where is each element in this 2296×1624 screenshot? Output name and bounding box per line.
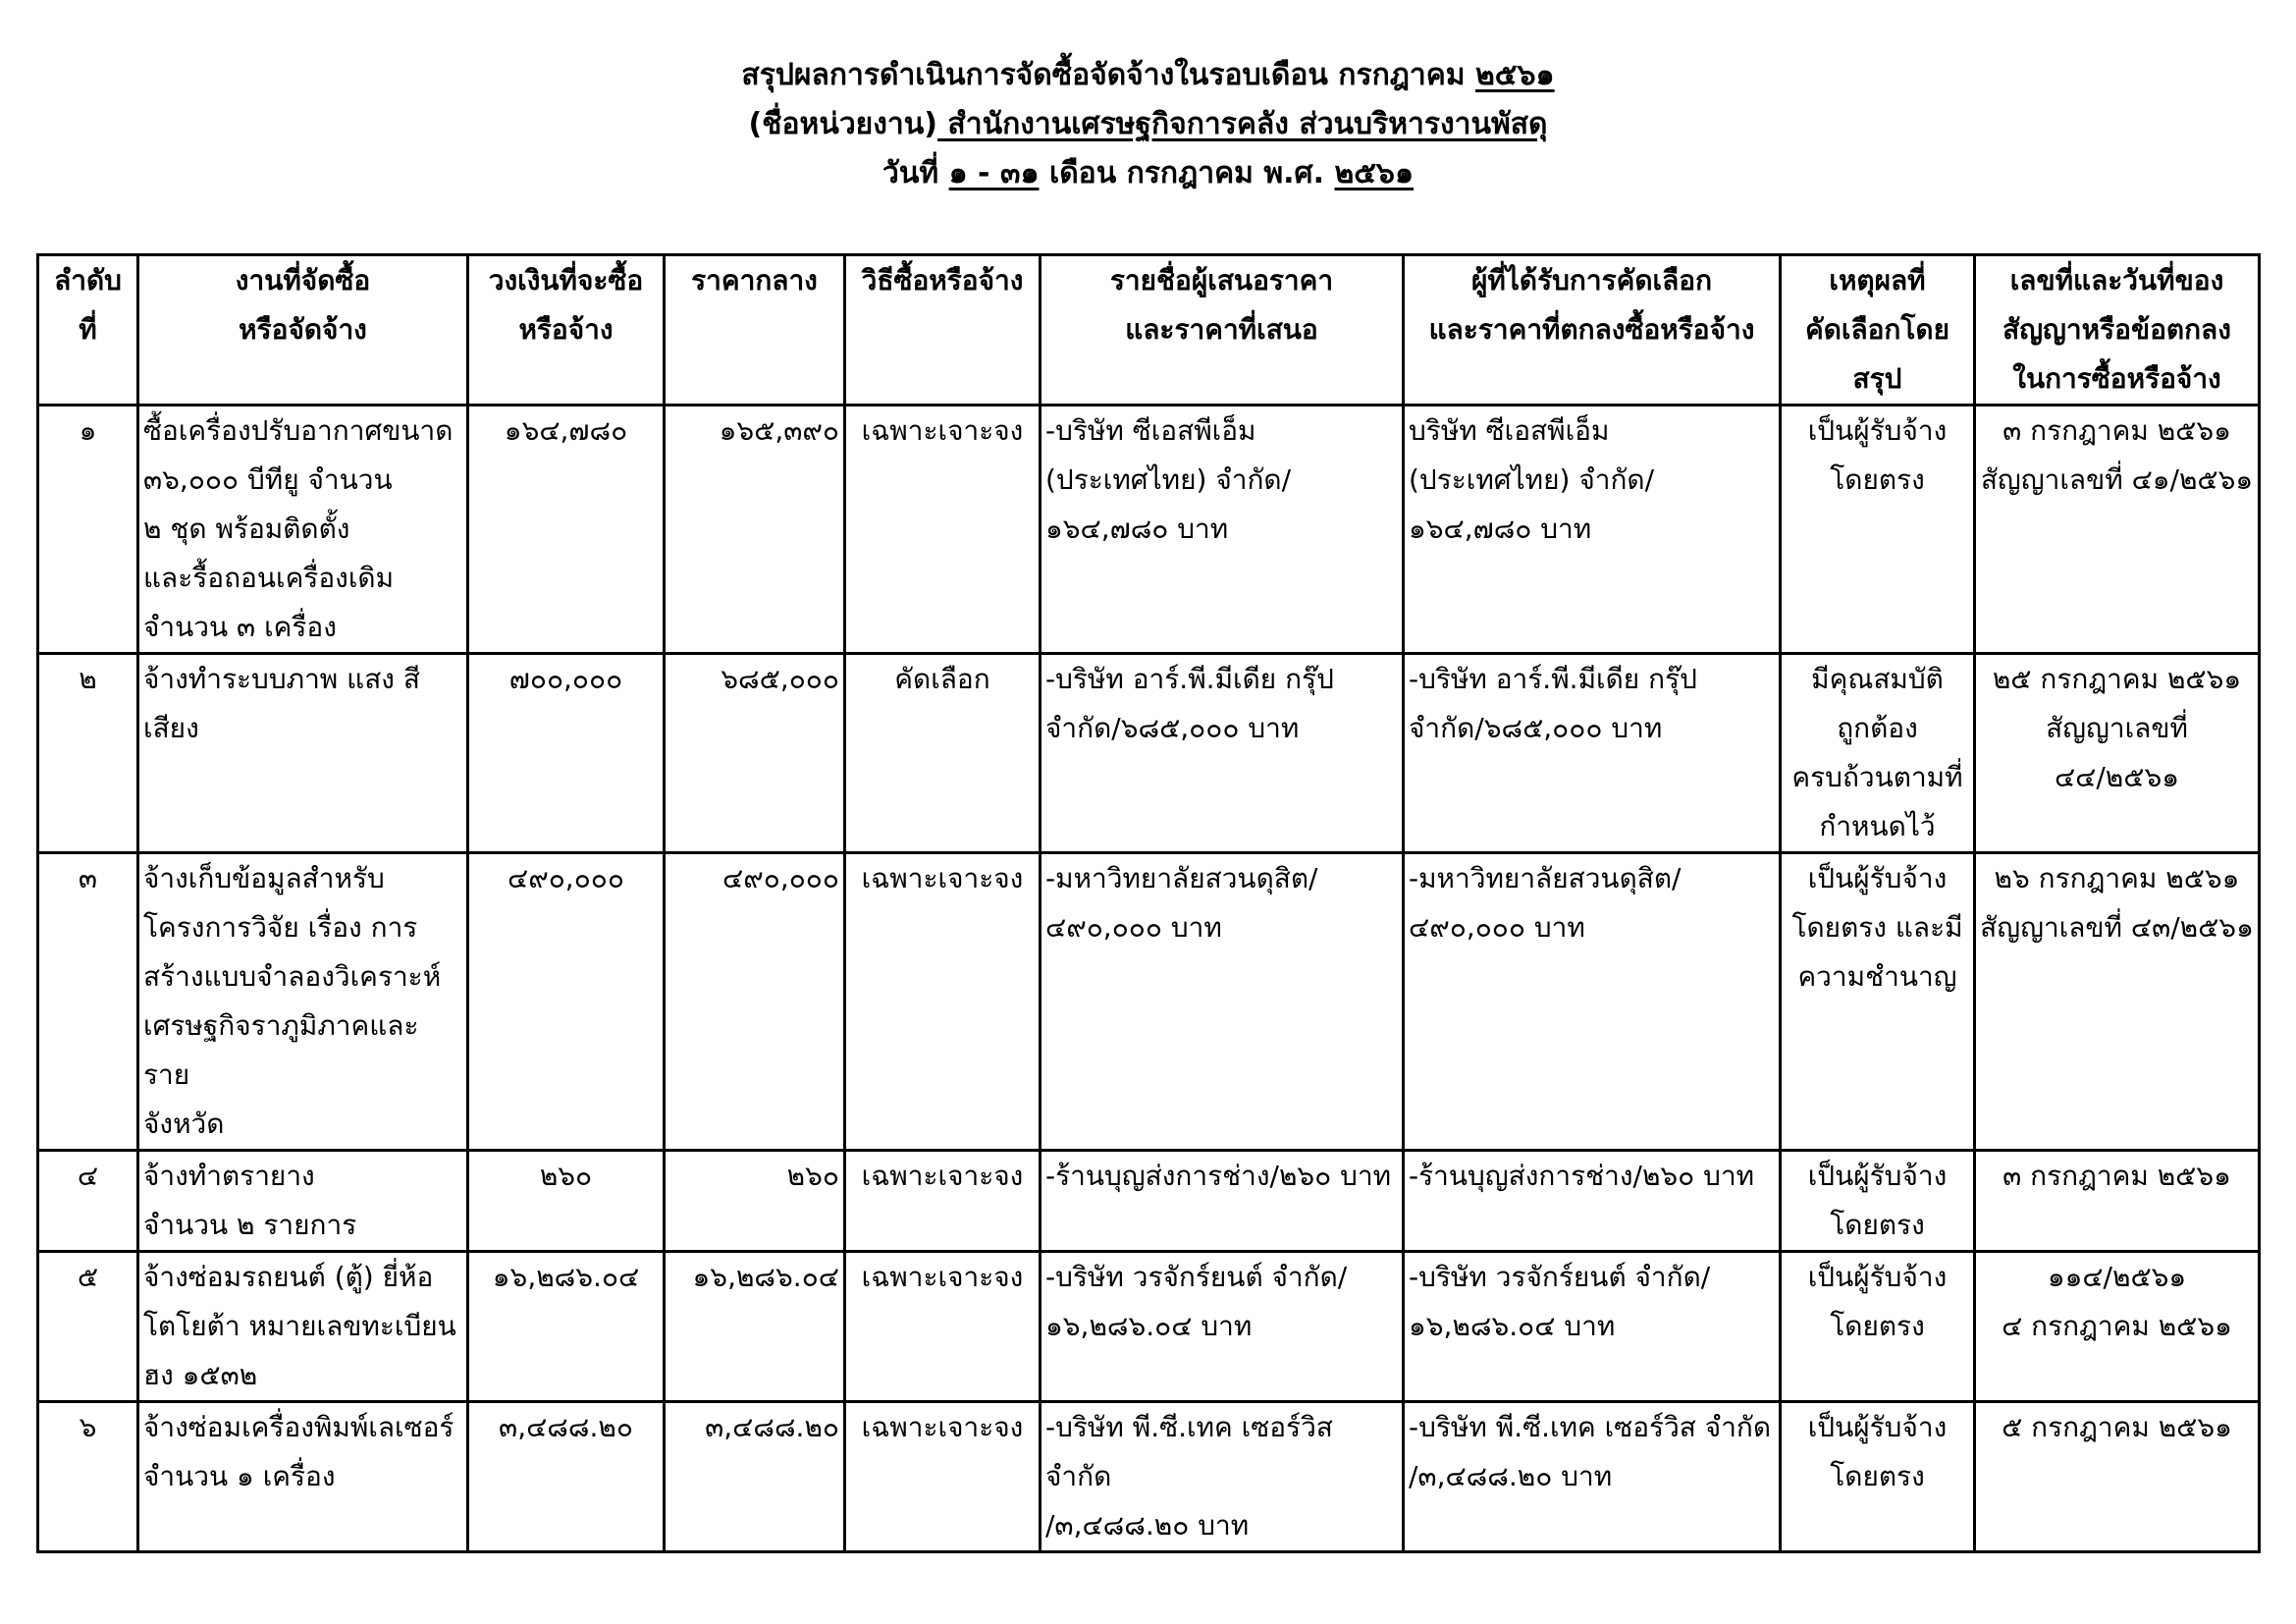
- row-number: [38, 654, 138, 853]
- selected-vendor-line: จำกัด/๖๘๕,๐๐๐ บาท: [1409, 712, 1663, 744]
- col-header-line: เหตุผลที่: [1829, 264, 1926, 297]
- contract-info-line: ๒๕ กรกฎาคม ๒๕๖๑: [1992, 663, 2242, 695]
- selection-reason: [1781, 654, 1975, 853]
- table-row: [38, 1252, 2260, 1402]
- work-item-line: จังหวัด: [143, 1108, 225, 1140]
- contract-info: [1975, 853, 2260, 1151]
- selection-reason-line: ความชำนาญ: [1797, 960, 1957, 993]
- work-item: [138, 406, 468, 654]
- col-header-line: และราคาที่เสนอ: [1125, 313, 1318, 346]
- selection-reason: [1781, 1402, 1975, 1552]
- selected-vendor-line: -บริษัท วรจักร์ยนต์ จำกัด/: [1409, 1261, 1711, 1293]
- selected-vendor-line: -มหาวิทยาลัยสวนดุสิต/: [1409, 862, 1682, 894]
- procurement-method: [845, 853, 1041, 1151]
- table-row: [38, 406, 2260, 654]
- col-header-no: [38, 255, 138, 406]
- contract-info-line: ๓ กรกฎาคม ๒๕๖๑: [2002, 1160, 2231, 1192]
- date-month: เดือน กรกฎาคม พ.ศ.: [1039, 156, 1335, 190]
- selected-vendor-line: -บริษัท อาร์.พี.มีเดีย กรุ๊ป: [1409, 663, 1697, 695]
- budget-amount: [468, 1252, 665, 1402]
- work-item-line: ๓๖,๐๐๐ บีทียู จำนวน: [143, 463, 393, 496]
- contract-info: [1975, 654, 2260, 853]
- selected-vendor: [1404, 654, 1781, 853]
- bidders-list: [1041, 1252, 1404, 1402]
- contract-info: [1975, 406, 2260, 654]
- selection-reason-line: กำหนดไว้: [1819, 810, 1936, 842]
- median-price: [665, 853, 845, 1151]
- selected-vendor-line: -บริษัท พี.ซี.เทค เซอร์วิส จำกัด: [1409, 1411, 1772, 1443]
- selection-reason-line: โดยตรง: [1830, 1310, 1925, 1342]
- procurement-method-line: เฉพาะเจาะจง: [861, 1160, 1024, 1192]
- contract-info-line: สัญญาเลขที่ ๔๔/๒๕๖๑: [2046, 712, 2188, 793]
- budget-amount: [468, 654, 665, 853]
- selection-reason-line: เป็นผู้รับจ้าง: [1807, 414, 1948, 447]
- selected-vendor: [1404, 1151, 1781, 1252]
- bidders-list-line: ๑๖๔,๗๘๐ บาท: [1045, 513, 1229, 545]
- selected-vendor: [1404, 406, 1781, 654]
- col-header-work: [138, 255, 468, 406]
- work-item: [138, 1151, 468, 1252]
- procurement-method-line: เฉพาะเจาะจง: [861, 862, 1024, 894]
- contract-info-line: ๕ กรกฎาคม ๒๕๖๑: [2002, 1411, 2232, 1443]
- row-number: [38, 406, 138, 654]
- budget-amount: [468, 406, 665, 654]
- selection-reason: [1781, 853, 1975, 1151]
- selection-reason-line: เป็นผู้รับจ้าง: [1807, 1411, 1948, 1443]
- selection-reason-line: เป็นผู้รับจ้าง: [1807, 862, 1948, 894]
- col-header-line: สัญญาหรือข้อตกลง: [2002, 313, 2231, 346]
- table-row: [38, 853, 2260, 1151]
- work-item-line: จำนวน ๑ เครื่อง: [143, 1460, 336, 1492]
- bidders-list-line: -บริษัท พี.ซี.เทค เซอร์วิส จำกัด: [1045, 1411, 1333, 1492]
- contract-info-line: สัญญาเลขที่ ๔๑/๒๕๖๑: [1980, 463, 2254, 496]
- contract-info-line: ๓ กรกฎาคม ๒๕๖๑: [2002, 414, 2231, 447]
- median-price: [665, 1402, 845, 1552]
- budget-amount-line: ๑๖๔,๗๘๐: [504, 414, 628, 447]
- contract-info-line: ๑๑๔/๒๕๖๑: [2047, 1261, 2187, 1293]
- selected-vendor-line: ๑๖๔,๗๘๐ บาท: [1409, 513, 1592, 545]
- contract-info-line: สัญญาเลขที่ ๔๓/๒๕๖๑: [1980, 911, 2254, 944]
- selection-reason-line: ถูกต้อง: [1837, 712, 1918, 744]
- col-header-line: งานที่จัดซื้อ: [235, 264, 371, 297]
- bidders-list-line: ๔๙๐,๐๐๐ บาท: [1045, 911, 1222, 944]
- agency-label: (ชื่อหน่วยงาน): [748, 107, 937, 141]
- selected-vendor-line: ๑๖,๒๘๖.๐๔ บาท: [1409, 1310, 1616, 1342]
- work-item: [138, 853, 468, 1151]
- date-year: ๒๕๖๑: [1334, 156, 1415, 190]
- table-row: [38, 654, 2260, 853]
- row-number-line: ๑: [79, 414, 97, 447]
- row-number-line: ๓: [78, 862, 98, 894]
- selection-reason-line: โดยตรง: [1830, 1209, 1925, 1241]
- selection-reason: [1781, 1252, 1975, 1402]
- contract-info: [1975, 1151, 2260, 1252]
- row-number-line: ๒: [79, 663, 97, 695]
- col-header-line: คัดเลือกโดย: [1804, 313, 1950, 346]
- col-header-budget: [468, 255, 665, 406]
- contract-info: [1975, 1252, 2260, 1402]
- bidders-list-line: -บริษัท อาร์.พี.มีเดีย กรุ๊ป: [1045, 663, 1334, 695]
- selection-reason-line: โดยตรง และมี: [1791, 911, 1963, 944]
- agency-name: สำนักงานเศรษฐกิจการคลัง ส่วนบริหารงานพัสดุ: [936, 107, 1548, 141]
- procurement-method: [845, 1402, 1041, 1552]
- col-header-line: รายชื่อผู้เสนอราคา: [1109, 264, 1334, 297]
- selected-vendor-line: -ร้านบุญส่งการช่าง/๒๖๐ บาท: [1409, 1160, 1755, 1192]
- col-header-method: [845, 255, 1041, 406]
- selected-vendor-line: /๓,๔๘๘.๒๐ บาท: [1409, 1460, 1613, 1492]
- selected-vendor-line: (ประเทศไทย) จำกัด/: [1409, 463, 1655, 496]
- bidders-list: [1041, 406, 1404, 654]
- col-header-line: วิธีซื้อหรือจ้าง: [861, 264, 1024, 297]
- selection-reason-line: เป็นผู้รับจ้าง: [1807, 1261, 1948, 1293]
- budget-amount-line: ๔๙๐,๐๐๐: [507, 862, 624, 894]
- median-price-line: ๓,๔๘๘.๒๐: [705, 1411, 839, 1443]
- col-header-line: ในการซื้อหรือจ้าง: [2012, 362, 2221, 395]
- contract-info: [1975, 1402, 2260, 1552]
- selection-reason-line: โดยตรง: [1830, 463, 1925, 496]
- procurement-method: [845, 1252, 1041, 1402]
- row-number: [38, 1151, 138, 1252]
- selected-vendor: [1404, 1252, 1781, 1402]
- work-item: [138, 1252, 468, 1402]
- budget-amount: [468, 1402, 665, 1552]
- median-price: [665, 654, 845, 853]
- work-item-line: โครงการวิจัย เรื่อง การ: [143, 911, 418, 944]
- bidders-list-line: จำกัด/๖๘๕,๐๐๐ บาท: [1045, 712, 1300, 744]
- work-item-line: และรื้อถอนเครื่องเดิม: [143, 562, 395, 594]
- row-number: [38, 1402, 138, 1552]
- work-item-line: โตโยต้า หมายเลขทะเบียน: [143, 1310, 456, 1342]
- col-header-line: หรือจัดจ้าง: [239, 313, 367, 346]
- col-header-line: วงเงินที่จะซื้อ: [488, 264, 644, 297]
- work-item-line: จ้างซ่อมรถยนต์ (ตู้) ยี่ห้อ: [143, 1261, 434, 1293]
- report-title-text: สรุปผลการดำเนินการจัดซื้อจัดจ้างในรอบเดือน กรกฎาคม: [741, 58, 1476, 92]
- bidders-list-line: -มหาวิทยาลัยสวนดุสิต/: [1045, 862, 1318, 894]
- table-row: [38, 1402, 2260, 1552]
- bidders-list: [1041, 853, 1404, 1151]
- work-item-line: สร้างแบบจำลองวิเคราะห์: [143, 960, 442, 993]
- bidders-list-line: /๓,๔๘๘.๒๐ บาท: [1045, 1509, 1250, 1542]
- procurement-method-line: คัดเลือก: [894, 663, 990, 695]
- bidders-list-line: -ร้านบุญส่งการช่าง/๒๖๐ บาท: [1045, 1160, 1392, 1192]
- col-header-line: หรือจ้าง: [518, 313, 614, 346]
- table-header-row: [38, 255, 2260, 406]
- selected-vendor: [1404, 853, 1781, 1151]
- selection-reason-line: ครบถ้วนตามที่: [1791, 761, 1963, 793]
- report-title-block: [0, 51, 2296, 198]
- date-range: ๑ - ๓๑: [948, 156, 1040, 190]
- selection-reason: [1781, 1151, 1975, 1252]
- bidders-list: [1041, 1151, 1404, 1252]
- work-item-line: ฮง ๑๕๓๒: [143, 1359, 258, 1391]
- work-item-line: จ้างเก็บข้อมูลสำหรับ: [143, 862, 385, 894]
- median-price-line: ๒๖๐: [786, 1160, 839, 1192]
- work-item-line: จ้างทำระบบภาพ แสง สี: [143, 663, 420, 695]
- procurement-table: [36, 253, 2261, 1553]
- work-item-line: ๒ ชุด พร้อมติดตั้ง: [143, 513, 350, 545]
- procurement-method: [845, 1151, 1041, 1252]
- table-row: [38, 1151, 2260, 1252]
- agency-line: [0, 100, 2296, 149]
- contract-info-line: ๔ กรกฎาคม ๒๕๖๑: [2002, 1310, 2232, 1342]
- budget-amount-line: ๗๐๐,๐๐๐: [508, 663, 623, 695]
- median-price-line: ๖๘๕,๐๐๐: [721, 663, 839, 695]
- col-header-selected: [1404, 255, 1781, 406]
- row-number: [38, 853, 138, 1151]
- work-item-line: เศรษฐกิจราภูมิภาคและราย: [143, 1009, 419, 1091]
- bidders-list-line: -บริษัท ซีเอสพีเอ็ม: [1045, 414, 1256, 447]
- col-header-line: และราคาที่ตกลงซื้อหรือจ้าง: [1428, 313, 1755, 346]
- bidders-list-line: -บริษัท วรจักร์ยนต์ จำกัด/: [1045, 1261, 1348, 1293]
- budget-amount-line: ๓,๔๘๘.๒๐: [499, 1411, 633, 1443]
- row-number-line: ๕: [77, 1261, 99, 1293]
- contract-info-line: ๒๖ กรกฎาคม ๒๕๖๑: [1994, 862, 2240, 894]
- col-header-line: ราคากลาง: [691, 264, 818, 297]
- work-item: [138, 1402, 468, 1552]
- median-price: [665, 1252, 845, 1402]
- procurement-method: [845, 406, 1041, 654]
- work-item-line: ซื้อเครื่องปรับอากาศขนาด: [143, 414, 454, 447]
- date-line: [0, 149, 2296, 198]
- col-header-line: ลำดับ: [54, 264, 122, 297]
- selection-reason-line: โดยตรง: [1830, 1460, 1925, 1492]
- procurement-method-line: เฉพาะเจาะจง: [861, 1261, 1024, 1293]
- col-header-median-price: [665, 255, 845, 406]
- work-item-line: จำนวน ๓ เครื่อง: [143, 611, 337, 643]
- work-item-line: จำนวน ๒ รายการ: [143, 1209, 357, 1241]
- budget-amount-line: ๒๖๐: [539, 1160, 593, 1192]
- row-number-line: ๔: [77, 1160, 99, 1192]
- selection-reason-line: มีคุณสมบัติ: [1811, 663, 1944, 695]
- median-price-line: ๔๙๐,๐๐๐: [722, 862, 839, 894]
- selected-vendor-line: บริษัท ซีเอสพีเอ็ม: [1409, 414, 1610, 447]
- report-title-year: ๒๕๖๑: [1475, 58, 1555, 92]
- bidders-list-line: (ประเทศไทย) จำกัด/: [1045, 463, 1292, 496]
- median-price: [665, 406, 845, 654]
- row-number: [38, 1252, 138, 1402]
- col-header-line: ผู้ที่ได้รับการคัดเลือก: [1470, 264, 1713, 297]
- col-header-bidders: [1041, 255, 1404, 406]
- budget-amount: [468, 1151, 665, 1252]
- col-header-line: ที่: [79, 313, 97, 346]
- median-price-line: ๑๖๕,๓๙๐: [719, 414, 839, 447]
- selected-vendor: [1404, 1402, 1781, 1552]
- bidders-list: [1041, 654, 1404, 853]
- median-price: [665, 1151, 845, 1252]
- row-number-line: ๖: [79, 1411, 97, 1443]
- col-header-line: สรุป: [1852, 362, 1902, 395]
- col-header-reason: [1781, 255, 1975, 406]
- budget-amount-line: ๑๖,๒๘๖.๐๔: [492, 1261, 640, 1293]
- report-title: [0, 51, 2296, 100]
- selection-reason: [1781, 406, 1975, 654]
- selected-vendor-line: ๔๙๐,๐๐๐ บาท: [1409, 911, 1585, 944]
- bidders-list-line: ๑๖,๒๘๖.๐๔ บาท: [1045, 1310, 1253, 1342]
- col-header-contract: [1975, 255, 2260, 406]
- work-item-line: เสียง: [143, 712, 199, 744]
- selection-reason-line: เป็นผู้รับจ้าง: [1807, 1160, 1948, 1192]
- bidders-list: [1041, 1402, 1404, 1552]
- median-price-line: ๑๖,๒๘๖.๐๔: [692, 1261, 839, 1293]
- work-item-line: จ้างทำตรายาง: [143, 1160, 315, 1192]
- work-item: [138, 654, 468, 853]
- work-item-line: จ้างซ่อมเครื่องพิมพ์เลเซอร์: [143, 1411, 454, 1443]
- budget-amount: [468, 853, 665, 1151]
- date-label: วันที่: [881, 156, 949, 190]
- procurement-method: [845, 654, 1041, 853]
- col-header-line: เลขที่และวันที่ของ: [2009, 264, 2224, 297]
- procurement-method-line: เฉพาะเจาะจง: [861, 1411, 1024, 1443]
- procurement-method-line: เฉพาะเจาะจง: [861, 414, 1024, 447]
